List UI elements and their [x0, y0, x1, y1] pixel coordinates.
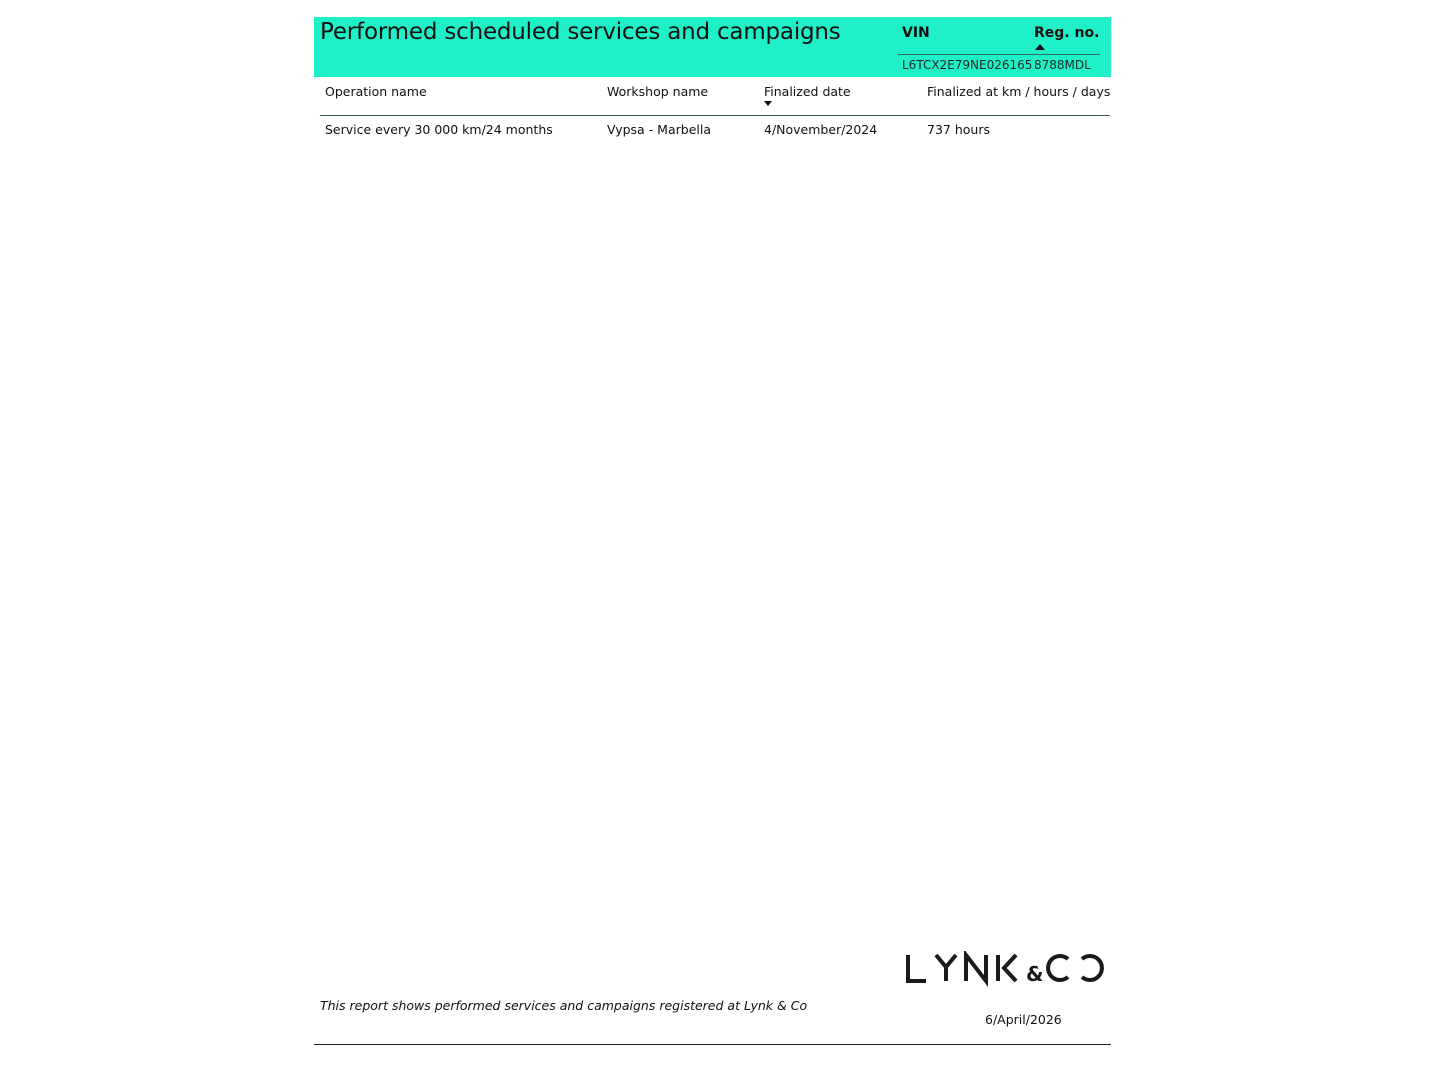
- cell-finalized-date: 4/November/2024: [764, 122, 878, 137]
- cell-workshop-name: Vypsa - Marbella: [607, 122, 711, 137]
- report-date: 6/April/2026: [985, 1012, 1062, 1027]
- svg-text:&: &: [1026, 962, 1044, 986]
- report-header-banner: [314, 17, 1111, 77]
- cell-finalized-at: 737 hours: [927, 122, 990, 137]
- vehicle-id-divider: [898, 54, 1100, 55]
- vin-value: L6TCX2E79NE026165: [902, 58, 1033, 72]
- footer-divider: [314, 1044, 1111, 1045]
- sort-descending-icon[interactable]: [764, 101, 772, 106]
- table-row: [320, 116, 1110, 146]
- column-header-operation-name[interactable]: Operation name: [325, 84, 427, 99]
- column-header-workshop-name[interactable]: Workshop name: [607, 84, 709, 99]
- lynk-co-logo: [904, 951, 1106, 987]
- reg-no-value: 8788MDL: [1034, 58, 1091, 72]
- column-header-finalized-at[interactable]: Finalized at km / hours / days: [927, 84, 1111, 99]
- table-header: [320, 77, 1110, 116]
- report-title: Performed scheduled services and campaigns: [320, 19, 841, 45]
- vehicle-id-block: [898, 17, 1100, 77]
- sort-ascending-icon[interactable]: [1035, 44, 1045, 50]
- report-page: [314, 17, 1111, 1047]
- report-footnote: This report shows performed services and campaigns registered at Lynk & Co: [320, 998, 808, 1013]
- column-header-finalized-date[interactable]: Finalized date: [764, 84, 851, 99]
- vin-column-header[interactable]: VIN: [902, 25, 930, 41]
- reg-no-column-header[interactable]: Reg. no.: [1034, 25, 1100, 41]
- cell-operation-name: Service every 30 000 km/24 months: [325, 122, 553, 137]
